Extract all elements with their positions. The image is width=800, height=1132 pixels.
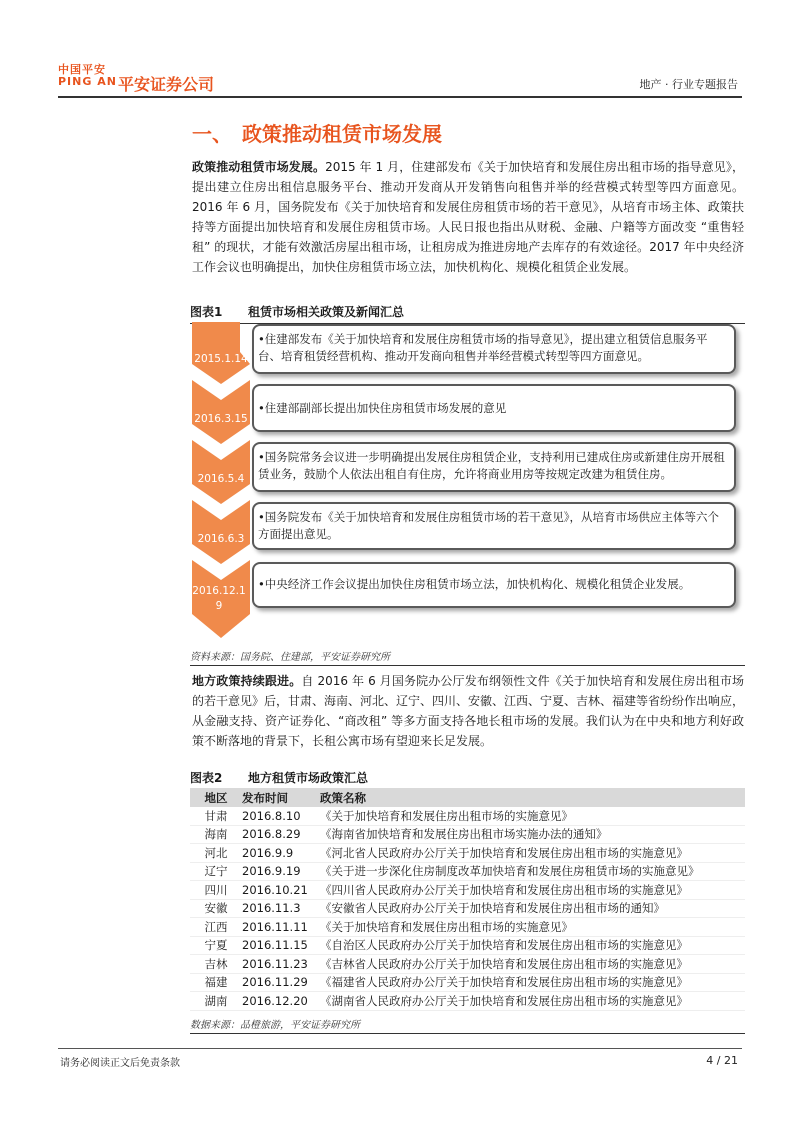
cell-region: 宁夏	[190, 936, 242, 955]
figure-2-title: 地方租赁市场政策汇总	[248, 771, 369, 785]
table-row	[190, 862, 745, 881]
figure-2-source: 数据来源：品橙旅游，平安证券研究所	[190, 1016, 745, 1034]
timeline-date: 2016.3.15	[194, 413, 248, 425]
cell-policy: 《海南省加快培育和发展住房出租市场实施办法的通知》	[320, 825, 745, 844]
table-row	[190, 918, 745, 937]
cell-date: 2016.11.29	[242, 973, 320, 992]
cell-date: 2016.11.11	[242, 918, 320, 937]
figure-1-source: 资料来源：国务院、住建部，平安证券研究所	[190, 648, 745, 666]
section-number: 一、	[192, 122, 232, 146]
paragraph-1	[192, 157, 744, 277]
section-title-text: 政策推动租赁市场发展	[242, 122, 442, 146]
cell-date: 2016.9.19	[242, 862, 320, 881]
page-number: 4 / 21	[706, 1054, 738, 1067]
column-header: 地区	[190, 788, 242, 807]
footer-rule	[58, 1048, 742, 1049]
paragraph-2	[192, 671, 744, 751]
cell-region: 河北	[190, 844, 242, 863]
header-rule	[58, 96, 742, 98]
paragraph-1-lead: 政策推动租赁市场发展。	[192, 160, 326, 174]
timeline-item	[252, 324, 736, 374]
timeline-item	[252, 384, 736, 432]
cell-region: 吉林	[190, 955, 242, 974]
table-row	[190, 825, 745, 844]
figure-1-number: 图表1	[190, 305, 223, 319]
figure-2-caption	[190, 769, 745, 790]
cell-policy: 《关于加快培育和发展住房出租市场的实施意见》	[320, 807, 745, 825]
pingan-logo	[58, 64, 117, 88]
cell-policy: 《关于加快培育和发展住房出租市场的实施意见》	[320, 918, 745, 937]
cell-date: 2016.12.20	[242, 992, 320, 1011]
table-row	[190, 992, 745, 1011]
table-row	[190, 881, 745, 900]
cell-policy: 《关于进一步深化住房制度改革加快培育和发展住房租赁市场的实施意见》	[320, 862, 745, 881]
cell-policy: 《吉林省人民政府办公厅关于加快培育和发展住房出租市场的实施意见》	[320, 955, 745, 974]
cell-date: 2016.8.10	[242, 807, 320, 825]
timeline-item-text: •中央经济工作会议提出加快住房租赁市场立法，加快机构化、规模化租赁企业发展。	[258, 577, 691, 591]
cell-policy: 《四川省人民政府办公厅关于加快培育和发展住房出租市场的实施意见》	[320, 881, 745, 900]
paragraph-2-text: 自 2016 年 6 月国务院办公厅发布纲领性文件《关于加快培育和发展住房出租市场的若干意见》后，甘肃、海南、河北、辽宁、四川、安徽、江西、宁夏、吉林、福建等省纷纷作出响应，从金融支持、资产证券化、“商改租” 等多方面支持各地长租市场的发展。我们认为在中央和地方利好政策不断落地的背景下，长租公寓市场有望迎来长足发展。	[192, 674, 745, 748]
cell-region: 安徽	[190, 899, 242, 918]
disclaimer: 请务必阅读正文后免责条款	[60, 1058, 180, 1069]
table-row	[190, 807, 745, 825]
table-row	[190, 973, 745, 992]
timeline-date: 2016.6.3	[197, 533, 245, 545]
table-row	[190, 844, 745, 863]
timeline-item-text: •住建部发布《关于加快培育和发展住房租赁市场的指导意见》，提出建立租赁信息服务平台、培育租赁经营机构、推动开发商向租售并举经营模式转型等四方面意见。	[258, 332, 708, 363]
table-row	[190, 936, 745, 955]
cell-date: 2016.11.3	[242, 899, 320, 918]
cell-policy: 《安徽省人民政府办公厅关于加快培育和发展住房出租市场的通知》	[320, 899, 745, 918]
timeline-date: 2016.5.4	[197, 473, 245, 485]
paragraph-2-lead: 地方政策持续跟进。	[192, 674, 302, 688]
report-type: 地产 · 行业专题报告	[639, 78, 738, 91]
cell-date: 2016.11.23	[242, 955, 320, 974]
table-row	[190, 955, 745, 974]
cell-policy: 《河北省人民政府办公厅关于加快培育和发展住房出租市场的实施意见》	[320, 844, 745, 863]
column-header: 政策名称	[320, 788, 745, 807]
cell-policy: 《湖南省人民政府办公厅关于加快培育和发展住房出租市场的实施意见》	[320, 992, 745, 1011]
timeline-date: 2016.12.19	[192, 585, 246, 612]
cell-region: 海南	[190, 825, 242, 844]
cell-region: 辽宁	[190, 862, 242, 881]
timeline-item-text: •国务院发布《关于加快培育和发展住房租赁市场的若干意见》，从培育市场供应主体等六个方面提出意见。	[258, 510, 720, 541]
timeline-item	[252, 562, 736, 608]
cell-region: 江西	[190, 918, 242, 937]
policy-timeline	[192, 322, 752, 642]
cell-date: 2016.11.15	[242, 936, 320, 955]
company-name: 平安证券公司	[118, 75, 215, 94]
logo-en: PING AN	[58, 75, 117, 88]
paragraph-1-text: 2015 年 1 月，住建部发布《关于加快培育和发展住房出租市场的指导意见》，提出建立住房出租信息服务平台、推动开发商从开发销售向租售并举的经营模式转型等四方面意见。2016 年 6 月，国务院发布《关于加快培育和发展住房租赁市场的若干意见》，从培育市场主体、政策扶持等方面提出加快培育和发展住房租赁市场。人民日报也指出从财税、金融、户籍等方面改变 “重售轻租” 的现状，才能有效激活房屋出租市场，让租房成为推进房地产去库存的有效途径。2017 年中央经济工作会议也明确提出，加快住房租赁市场立法，加快机构化、规模化租赁企业发展。	[192, 160, 744, 274]
cell-date: 2016.10.21	[242, 881, 320, 900]
timeline-item-text: •国务院常务会议进一步明确提出发展住房租赁企业，支持利用已建成住房或新建住房开展租赁业务，鼓励个人依法出租自有住房，允许将商业用房等按规定改建为租赁住房。	[258, 450, 725, 481]
cell-region: 福建	[190, 973, 242, 992]
figure-1-caption	[190, 303, 745, 324]
cell-region: 湖南	[190, 992, 242, 1011]
section-title	[192, 118, 442, 147]
figure-2-number: 图表2	[190, 771, 223, 785]
figure-1-title: 租赁市场相关政策及新闻汇总	[248, 305, 405, 319]
cell-date: 2016.9.9	[242, 844, 320, 863]
cell-region: 四川	[190, 881, 242, 900]
table-header-row	[190, 788, 745, 807]
timeline-item	[252, 502, 736, 550]
table-row	[190, 899, 745, 918]
timeline-item	[252, 442, 736, 492]
timeline-date: 2015.1.14	[194, 353, 248, 365]
cell-region: 甘肃	[190, 807, 242, 825]
cell-policy: 《自治区人民政府办公厅关于加快培育和发展住房出租市场的实施意见》	[320, 936, 745, 955]
cell-date: 2016.8.29	[242, 825, 320, 844]
policy-table	[190, 788, 745, 1011]
column-header: 发布时间	[242, 788, 320, 807]
cell-policy: 《福建省人民政府办公厅关于加快培育和发展住房出租市场的实施意见》	[320, 973, 745, 992]
timeline-item-text: •住建部副部长提出加快住房租赁市场发展的意见	[258, 401, 507, 415]
logo-cn: 中国平安	[58, 63, 106, 76]
